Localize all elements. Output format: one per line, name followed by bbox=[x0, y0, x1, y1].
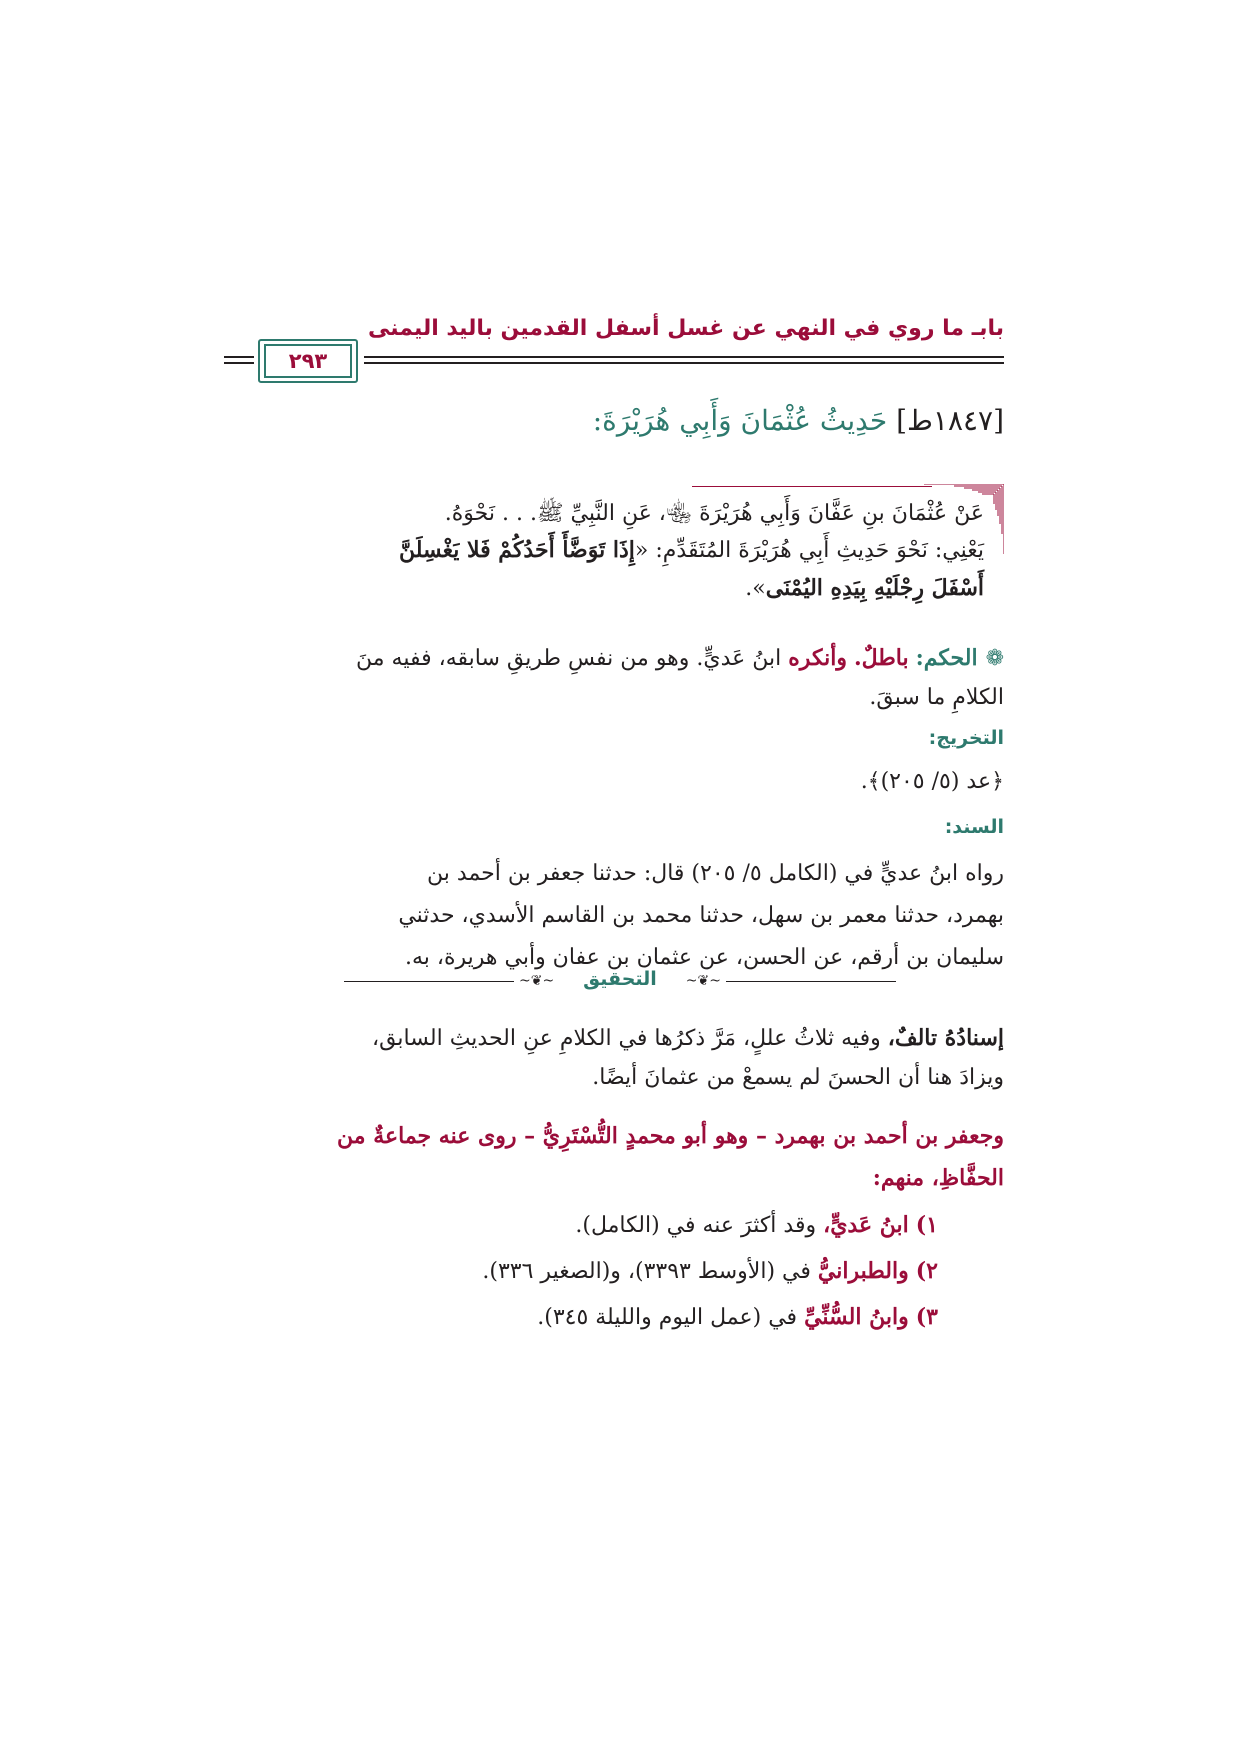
list-item bbox=[238, 1210, 938, 1241]
tahqiq-text: وفيه ثلاثُ عللٍ، مَرَّ ذكرُها في الكلامِ عنِ الحديثِ السابق، bbox=[371, 1026, 881, 1051]
page-number-badge bbox=[258, 339, 358, 383]
ruling-paragraph-cont bbox=[236, 682, 1004, 714]
list-name: وابنُ السُّنِّيِّ bbox=[804, 1304, 909, 1330]
tahqiq-verdict: إسنادُهُ تالفٌ، bbox=[887, 1025, 1004, 1051]
list-name: ابنُ عَديٍّ، bbox=[823, 1212, 909, 1238]
header-rule-left bbox=[224, 356, 254, 358]
matn-text: ». bbox=[745, 576, 766, 601]
tahqiq-divider bbox=[344, 968, 896, 994]
page-number: ٢٩٣ bbox=[264, 344, 352, 378]
list-item bbox=[238, 1302, 938, 1333]
tahqiq-paragraph-cont: ويزادَ هنا أن الحسنَ لم يسمعْ من عثمانَ أيضًا. bbox=[592, 1065, 1004, 1090]
hadith-heading bbox=[244, 404, 1004, 437]
ruling-rejected-by: وأنكره bbox=[788, 645, 847, 671]
list-number: ١) bbox=[915, 1212, 938, 1238]
header-rule-left bbox=[224, 362, 254, 364]
takhrij-text: ﴿عد (٥/ ٢٠٥)﴾. bbox=[860, 769, 1004, 794]
takhrij-heading: التخريج: bbox=[928, 727, 1004, 749]
matn-quote: أَسْفَلَ رِجْلَيْهِ بِيَدِهِ اليُمْنَى bbox=[765, 575, 984, 601]
list-name: والطبرانيُّ bbox=[817, 1258, 909, 1284]
hadith-number: [١٨٤٧ط] bbox=[896, 404, 1004, 437]
divider-ornament-icon: ~❦~ bbox=[685, 973, 721, 989]
hadith-title: حَدِيثُ عُثْمَانَ وَأَبِي هُرَيْرَةَ: bbox=[592, 404, 888, 437]
ruling-text: الكلامِ ما سبقَ. bbox=[869, 685, 1004, 710]
sanad-line: بهمرد، حدثنا معمر بن سهل، حدثنا محمد بن القاسم الأسدي، حدثني bbox=[398, 903, 1004, 928]
narrator-paragraph-cont: الحفَّاظِ، منهم: bbox=[872, 1165, 1004, 1191]
list-text: وقد أكثرَ عنه في (الكامل). bbox=[575, 1213, 817, 1238]
ruling-verdict: باطلٌ. bbox=[853, 645, 909, 671]
matn-line bbox=[254, 573, 984, 604]
ruling-paragraph bbox=[236, 642, 1004, 675]
list-text: في (الأوسط ٣٣٩٣)، و(الصغير ٣٣٦). bbox=[482, 1259, 811, 1284]
list-text: في (عمل اليوم والليلة ٣٤٥). bbox=[537, 1305, 798, 1330]
sanad-line: سليمان بن أرقم، عن الحسن، عن عثمان بن عفان وأبي هريرة، به. bbox=[404, 945, 1004, 970]
matn-line bbox=[254, 499, 984, 529]
header-rule bbox=[364, 362, 1004, 364]
list-number: ٣) bbox=[915, 1304, 938, 1330]
list-item bbox=[238, 1256, 938, 1287]
narrator-paragraph: وجعفر بن أحمد بن بهمرد – وهو أبو محمدٍ التُّسْتَرِيُّ – روى عنه جماعةٌ من bbox=[337, 1123, 1004, 1149]
matn-top-line bbox=[692, 486, 932, 487]
sanad-heading: السند: bbox=[944, 816, 1004, 838]
header-rule bbox=[364, 356, 1004, 358]
ruling-text: ابنُ عَديٍّ. وهو من نفسِ طريقِ سابقه، ففيه منَ bbox=[356, 646, 782, 671]
ruling-label: الحكم: bbox=[915, 645, 978, 671]
sanad-line: رواه ابنُ عديٍّ في (الكامل ٥/ ٢٠٥) قال: حدثنا جعفر بن أحمد بن bbox=[427, 861, 1004, 886]
flower-bullet-icon: ❁ bbox=[985, 646, 1004, 671]
divider-ornament-icon: ~❦~ bbox=[519, 973, 555, 989]
tahqiq-paragraph bbox=[236, 1022, 1004, 1055]
chapter-title: بابـ ما روي في النهي عن غسل أسفل القدمين باليد اليمنى bbox=[367, 316, 1004, 341]
matn-text: عَنْ عُثْمَانَ بنِ عَفَّانَ وَأَبِي هُرَيْرَةَ ﵄، عَنِ النَّبِيِّ ﷺ. . . نَحْوَهُ. bbox=[444, 501, 984, 526]
tahqiq-heading: التحقيق bbox=[583, 968, 657, 990]
matn-line bbox=[254, 535, 984, 566]
matn-text: يَعْنِي: نَحْوَ حَدِيثِ أَبِي هُرَيْرَةَ المُتَقَدِّمِ: « bbox=[634, 538, 984, 563]
list-number: ٢) bbox=[915, 1258, 938, 1284]
matn-quote: إِذَا تَوَضَّأَ أَحَدُكُمْ فَلا يَغْسِلَنَّ bbox=[398, 537, 635, 563]
